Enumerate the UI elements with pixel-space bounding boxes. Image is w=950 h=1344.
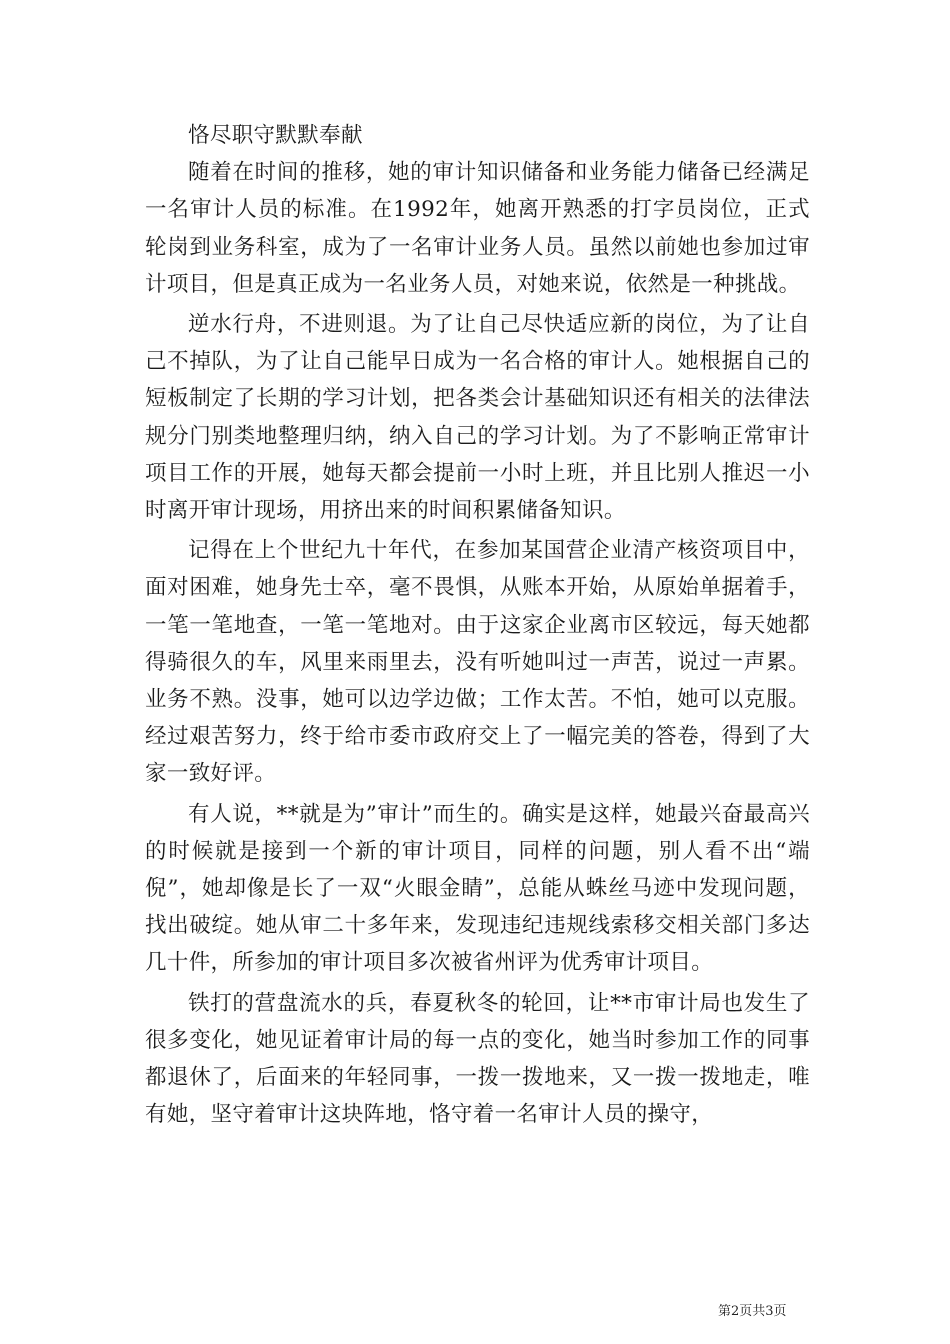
paragraph-1: 随着在时间的推移，她的审计知识储备和业务能力储备已经满足一名审计人员的标准。在1992年，她离开熟悉的打字员岗位，正式轮岗到业务科室，成为了一名审计业务人员。虽然以前她也参加过审计项目，但是真正成为一名业务人员，对她来说，依然是一种挑战。 [145,160,810,297]
section-heading: 恪尽职守默默奉献 [188,123,363,148]
paragraph-3: 记得在上个世纪九十年代，在参加某国营企业清产核资项目中，面对困难，她身先士卒，毫不畏惧，从账本开始，从原始单据着手，一笔一笔地查，一笔一笔地对。由于这家企业离市区较远，每天她都得骑很久的车，风里来雨里去，没有听她叫过一声苦，说过一声累。业务不熟。没事，她可以边学边做；工作太苦。不怕，她可以克服。经过艰苦努力，终于给市委市政府交上了一幅完美的答卷，得到了大家一致好评。 [145,538,810,787]
paragraph-2: 逆水行舟，不进则退。为了让自己尽快适应新的岗位，为了让自己不掉队，为了让自己能早日成为一名合格的审计人。她根据自己的短板制定了长期的学习计划，把各类会计基础知识还有相关的法律法规分门别类地整理归纳，纳入自己的学习计划。为了不影响正常审计项目工作的开展，她每天都会提前一小时上班，并且比别人推迟一小时离开审计现场，用挤出来的时间积累储备知识。 [145,312,810,524]
paragraph-4: 有人说，**就是为”审计”而生的。确实是这样，她最兴奋最高兴的时候就是接到一个新的审计项目，同样的问题，别人看不出“端倪”，她却像是长了一双“火眼金睛”，总能从蛛丝马迹中发现问题，找出破绽。她从审二十多年来，发现违纪违规线索移交相关部门多达几十件，所参加的审计项目多次被省州评为优秀审计项目。 [145,801,810,976]
paragraph-5: 铁打的营盘流水的兵，春夏秋冬的轮回，让**市审计局也发生了很多变化，她见证着审计局的每一点的变化，她当时参加工作的同事都退休了，后面来的年轻同事，一拨一拨地来，又一拨一拨地走，唯有她，坚守着审计这块阵地，恪守着一名审计人员的操守， [145,990,810,1128]
document-body [145,117,810,1136]
page-number-footer: 第2页共3页 [718,1304,787,1319]
